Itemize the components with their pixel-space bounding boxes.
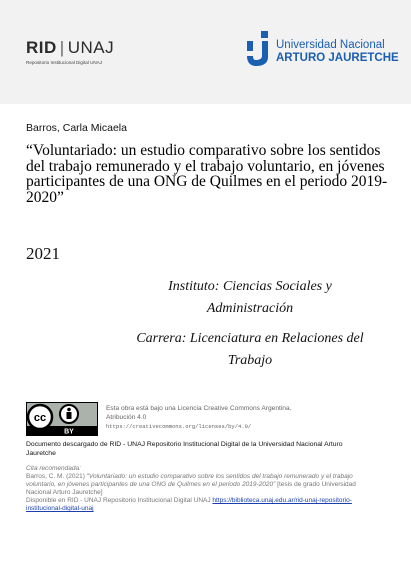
repository-link[interactable]: https://biblioteca.unaj.edu.ar/rid-unaj-repositorio-institucional-digital-unaj — [26, 497, 352, 512]
download-notice: Documento descargado de RID - UNAJ Repositorio Institucional Digital de la Universidad Nacional Arturo Jauretche — [26, 441, 343, 457]
rid-logo-unaj: UNAJ — [67, 38, 115, 57]
svg-text:cc: cc — [33, 412, 47, 424]
career-block — [100, 328, 400, 372]
license-url[interactable]: https://creativecommons.org/licenses/by/4.0/ — [106, 423, 252, 430]
citation-suffix: [tesis de grado Universidad Nacional Arturo Jauretche] — [26, 481, 356, 496]
license-line1: Esta obra está bajo una Licencia Creative Commons Argentina. — [106, 405, 292, 412]
university-name-line1: Universidad Nacional — [276, 39, 385, 51]
unaj-emblem-icon — [246, 29, 274, 67]
creative-commons-badge — [26, 402, 98, 436]
rid-logo-rid: RID — [26, 38, 57, 57]
institute-block — [100, 276, 400, 320]
citation-label: Cita recomendada: — [26, 465, 81, 472]
license-text — [106, 404, 386, 431]
thesis-title: “Voluntariado: un estudio comparativo sobre los sentidos del trabajo remunerado y el trabajo voluntario, en jóvenes participantes de una ONG de Quilmes en el periodo 2019-2020” — [26, 142, 388, 206]
rid-unaj-logo: RID | UNAJ Repositorio Institucional Digital UNAJ — [26, 38, 115, 65]
university-name-line2: ARTURO JAURETCHE — [276, 52, 399, 64]
license-line2: Atribución 4.0 — [106, 414, 147, 421]
career-line1: Carrera: Licenciatura en Relaciones del — [136, 331, 364, 346]
institute-line2: Administración — [206, 301, 294, 316]
rid-logo-subtitle: Repositorio Institucional Digital UNAJ — [26, 60, 103, 65]
citation-title: “Voluntariado: un estudio comparativo sobre los sentidos del trabajo remunerado y el trabajo voluntario, en jóvenes participantes de una ONG de Quilmes en el periodo 2019-2020” — [26, 473, 353, 488]
citation-prefix: Barros, C. M. (2021) — [26, 473, 85, 480]
citation-availability — [26, 497, 371, 513]
citation-body — [26, 473, 371, 497]
cc-by-label: BY — [64, 428, 74, 436]
page-header — [0, 0, 411, 104]
citation-available-text: Disponible en RID - UNAJ Repositorio Institucional Digital UNAJ — [26, 497, 211, 504]
publication-year: 2021 — [26, 244, 60, 263]
university-logo — [246, 29, 399, 69]
recommended-citation — [26, 465, 371, 513]
career-line2: Trabajo — [227, 353, 273, 368]
author-name: Barros, Carla Micaela — [26, 122, 127, 134]
institute-line1: Instituto: Ciencias Sociales y — [168, 279, 332, 294]
